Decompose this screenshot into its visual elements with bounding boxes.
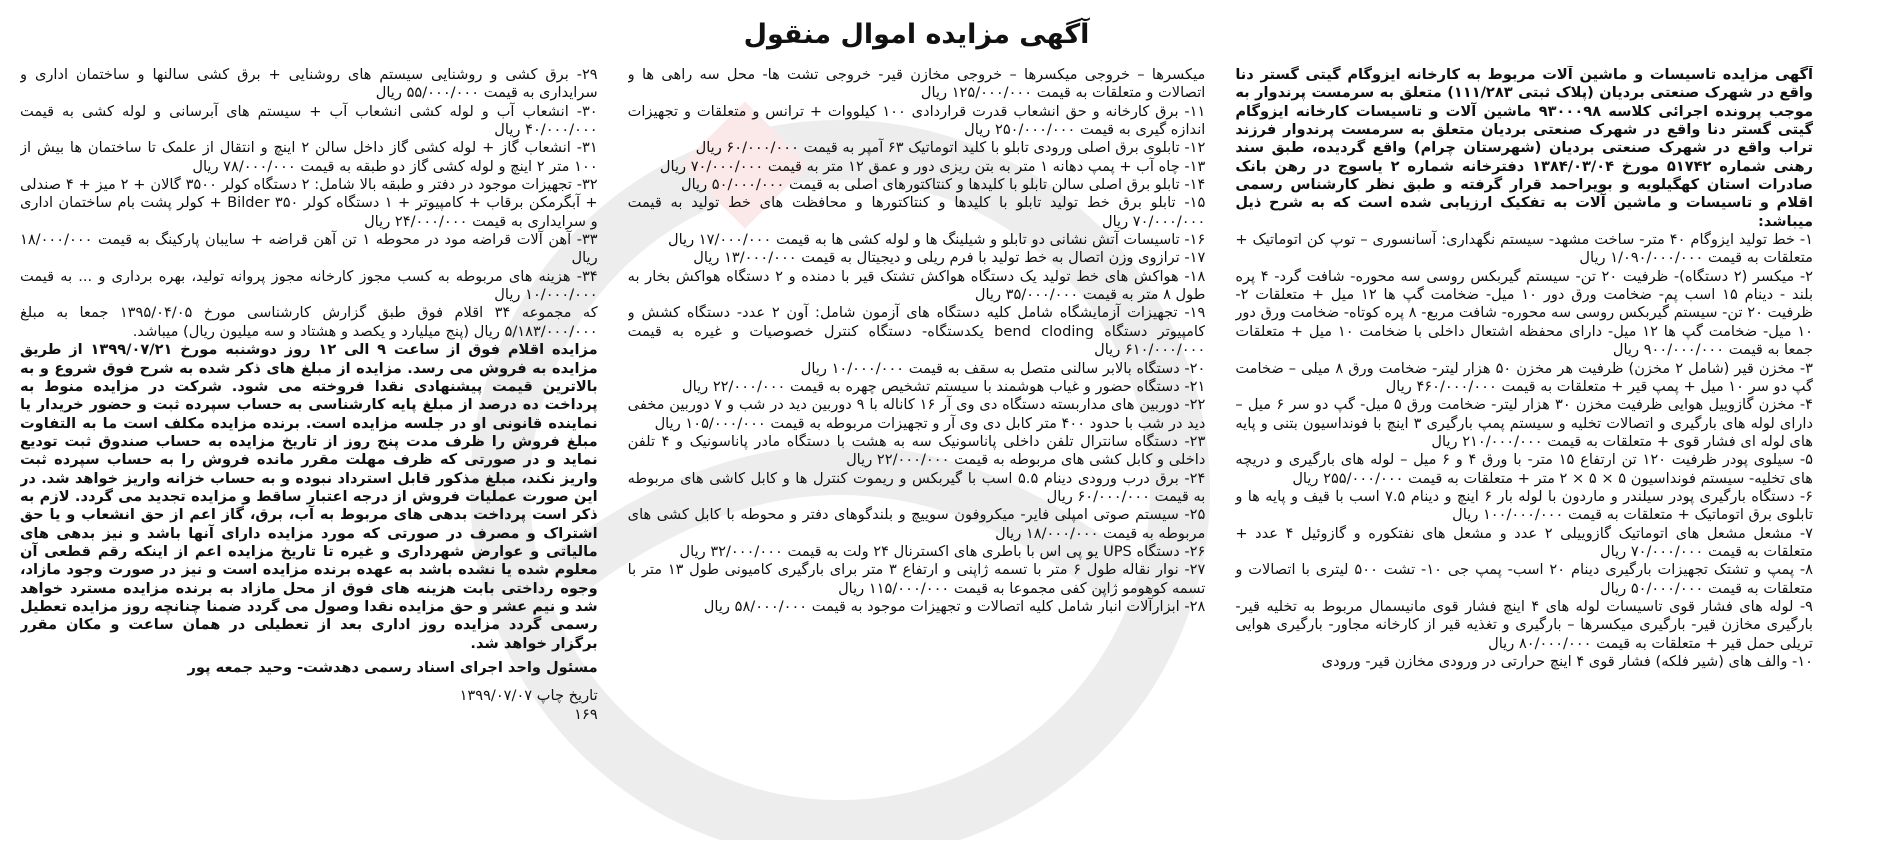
terms-paragraph: مزایده اقلام فوق از ساعت ۹ الی ۱۲ روز دوشنبه مورخ ۱۳۹۹/۰۷/۲۱ از طریق مزایده به فروش می رسد. مزایده از مبلغ های ذکر شده به شرح فوق شروع و به بالاترین قیمت پیشنهادی نقدا فروخته می شود. شرکت در مزایده منوط به پرداخت ده درصد از مبلغ پایه کارشناسی به حساب سپرده ثبت و حضور خریدار یا نماینده قانونی او در جلسه مزایده است. برنده مزایده مکلف است ما به التفاوت مبلغ فروش را ظرف مدت پنج روز از تاریخ مزایده به حساب صندوق ثبت تودیع نماید و در صورتی که ظرف مهلت مقرر مانده فروش را به حساب سپرده ثبت واریز نکند، مبلغ مذکور قابل استرداد نبوده و به حساب خزانه واریز خواهد شد. در این صورت عملیات فروش از درجه اعتبار ساقط و مزایده تجدید می گردد. لازم به ذکر است پرداخت بدهی های مربوط به آب، برق، گاز اعم از حق انشعاب و یا حق اشتراک و مصرف در صورتی که مورد مزایده دارای آنها باشد و نیز بدهی های مالیاتی و عوارض شهرداری و غیره تا تاریخ مزایده اعم از اینکه رقم قطعی آن معلوم شده یا نشده باشد به عهده برنده مزایده است و نیز در صورت وجود مازاد، وجوه رداختی بابت هزینه های فوق از محل مازاد به برنده مزایده مسترد خواهد شد و نیم عشر و حق مزایده نقدا وصول می گردد ضمنا چنانچه روز مزایده تعطیل رسمی گردد مزایده روز اداری بعد از تعطیلی در همان ساعت و مکان مقرر برگزار خواهد شد.: [19, 341, 598, 652]
signature-line: مسئول واحد اجرای اسناد رسمی دهدشت- وحید جمعه پور: [187, 659, 598, 676]
list-item: ۲۱- دستگاه حضور و غیاب هوشمند با سیستم تشخیص چهره به قیمت ۲۲/۰۰۰/۰۰۰ ریال: [682, 377, 1206, 395]
notice-code: ۱۶۹: [574, 705, 598, 723]
list-item: ۷- مشعل مشعل های اتوماتیک گازوییلی ۲ عدد و مشعل های نفتکوره و گازوئیل ۴ عدد + متعلقات به قیمت ۷۰/۰۰۰/۰۰۰ ریال: [1235, 524, 1813, 560]
list-item: ۲- میکسر (۲ دستگاه)- ظرفیت ۲۰ تن- سیستم گیربکس روسی سه محوره- شافت گرد- ۴ پره بلند - دینام ۱۵ اسب پم- ضخامت ورق دور ۱۰ میل- ضخامت گپ ها ۱۲ میل + متعلقات ۲- ظرفیت ۲۰ تن- سیستم گیربکس روسی سه محوره- شافت مربع- ۸ پره کوتاه- ضخامت ورق دور ۱۰ میل- ضخامت گپ ها ۱۲ میل- دارای محفظه اشتعال داخلی با ضخامت ۱۰ میل + متعلقات جمعا به قیمت ۹۰۰/۰۰۰/۰۰۰ ریال: [1235, 267, 1813, 359]
list-item: ۴- مخزن گازوییل هوایی ظرفیت مخزن ۳۰ هزار لیتر- ضخامت ورق ۵ میل- گپ دو سر ۶ میل – دارای لوله های بارگیری و اتصالات تخلیه و سیستم پمپ بارگیری ۳ اینچ با فونداسیون بتنی و پایه های لوله ای فشار قوی + متعلقات به قیمت ۲۱۰/۰۰۰/۰۰۰ ریال: [1235, 396, 1813, 450]
list-item: ۲۴- برق درب ورودی دینام ۵.۵ اسب با گیربکس و ریموت کنترل ها و کابل کاشی های مربوطه به قیمت ۶۰/۰۰۰/۰۰۰ ریال: [627, 469, 1206, 505]
list-item: ۱۹- تجهیزات آزمایشگاه شامل کلیه دستگاه های آزمون شامل: آون ۲ عدد- دستگاه کشش و کامپیوتر دستگاه bend cloding یکدستگاه- دستگاه کنترل خصوصیات و غیره به قیمت ۶۱۰/۰۰۰/۰۰۰ ریال: [627, 304, 1206, 359]
list-item: ۲۸- ابزارآلات انبار شامل کلیه اتصالات و تجهیزات موجود به قیمت ۵۸/۰۰۰/۰۰۰ ریال: [703, 597, 1206, 615]
list-item: ۶- دستگاه بارگیری پودر سیلندر و ماردون با لوله بار ۶ اینچ و دینام ۷.۵ اسب با قیف و پایه ها و تابلوی برق اتوماتیک + متعلقات به قیمت ۱۰۰/۰۰۰/۰۰۰ ریال: [1235, 487, 1813, 524]
list-item: ۱۴- تابلو برق اصلی سالن تابلو با کلیدها و کنتاکتورهای اصلی به قیمت ۵۰/۰۰۰/۰۰۰ ریال: [680, 176, 1206, 194]
list-item: ۱۷- ترازوی وزن اتصال به خط تولید با فرم ریلی و دیجیتال به قیمت ۱۳/۰۰۰/۰۰۰ ریال: [693, 249, 1206, 267]
list-item: ۳- مخزن قیر (شامل ۲ مخزن) ظرفیت هر مخزن ۵۰ هزار لیتر- ضخامت ورق ۸ میلی – ضخامت گپ دو سر ۱۰ میل + پمپ قیر + متعلقات به قیمت ۴۶۰/۰۰۰/۰۰۰ ریال: [1235, 359, 1813, 395]
list-item: ۳۲- تجهیزات موجود در دفتر و طبقه بالا شامل: ۲ دستگاه کولر ۳۵۰۰ گالان + ۲ میز + ۴ صندلی + آبگرمکن برقاب + کامپیوتر + ۱ دستگاه کولر Bilder ۳۵۰ + کولر پشت بام ساختمان اداری و سرایداری به قیمت ۲۴/۰۰۰/۰۰۰ ریال: [19, 176, 598, 230]
list-item: ۲۲- دوربین های مداربسته دستگاه دی وی آر ۱۶ کاناله با ۹ دوربین دید در شب و ۷ دوربین مخفی دید در شب با حدود ۴۰۰ متر کابل دی وی آر و تجهیزات مربوطه به قیمت ۱۰۵/۰۰۰/۰۰۰ ریال: [627, 396, 1206, 432]
summary-paragraph: که مجموعه ۳۴ اقلام فوق طبق گزارش کارشناسی مورخ ۱۳۹۵/۰۴/۰۵ جمعا به مبلغ ۵/۱۸۳/۰۰۰/۰۰۰ ریال (پنج میلیارد و یکصد و هشتاد و سه میلیون ریال) میباشد.: [19, 304, 598, 340]
print-date: تاریخ چاپ ۱۳۹۹/۰۷/۰۷: [459, 687, 598, 705]
list-item: ۳۰- انشعاب آب و لوله کشی انشعاب آب + سیستم های آبرسانی و لوله کشی به قیمت ۴۰/۰۰۰/۰۰۰ ریال: [19, 102, 598, 139]
column-right: [1235, 66, 1813, 836]
list-item: ۱۰- والف های (شیر فلکه) فشار قوی ۴ اینچ حرارتی در ورودی مخازن قیر- ورودی: [1321, 653, 1813, 670]
list-item: ۲۷- نوار نقاله طول ۶ متر با تسمه ژاپنی و ارتفاع ۳ متر برای بارگیری کامیونی طول ۱۳ متر با تسمه کوهومو ژاپن کفی مجموعا به قیمت ۱۱۵/۰۰۰/۰۰۰ ریال: [627, 561, 1206, 597]
list-item: میکسرها – خروجی میکسرها – خروجی مخازن قیر- خروجی تشت ها- محل سه راهی ها و اتصالات و متعلقات به قیمت ۱۲۵/۰۰۰/۰۰۰ ریال: [627, 66, 1206, 102]
list-item: ۱۱- برق کارخانه و حق انشعاب قدرت قراردادی ۱۰۰ کیلووات + ترانس و متعلقات و تجهیزات اندازه گیری به قیمت ۲۵۰/۰۰۰/۰۰۰ ریال: [627, 102, 1206, 139]
column-middle: [628, 66, 1206, 836]
column-left: [20, 66, 598, 836]
list-item: ۱- خط تولید ایزوگام ۴۰ متر- ساخت مشهد- سیستم نگهداری: آسانسوری – توپ کن اتوماتیک + متعلقات به قیمت ۱/۰۹۰/۰۰۰/۰۰۰ ریال: [1235, 231, 1813, 267]
list-item: ۱۶- تاسیسات آتش نشانی دو تابلو و شیلینگ ها و لوله کشی ها به قیمت ۱۷/۰۰۰/۰۰۰ ریال: [667, 231, 1206, 249]
list-item: ۱۲- تابلوی برق اصلی ورودی تابلو با کلید اتوماتیک ۶۳ آمپر به قیمت ۶۰/۰۰۰/۰۰۰ ریال: [695, 139, 1206, 157]
list-item: ۲۹- برق کشی و روشنایی سیستم های روشنایی + برق کشی سالنها و ساختمان اداری و سرایداری به قیمت ۵۵/۰۰۰/۰۰۰ ریال: [19, 66, 598, 102]
list-item: ۱۳- چاه آب + پمپ دهانه ۱ متر به بتن ریزی دور و عمق ۱۲ متر به قیمت ۷۰/۰۰۰/۰۰۰ ریال: [659, 157, 1206, 175]
list-item: ۳۱- انشعاب گاز + لوله کشی گاز داخل سالن ۲ اینچ و انتقال از علمک تا ساختمان ها بیش از ۱۰۰ متر ۲ اینچ و لوله کشی گاز دو طبقه به قیمت ۷۸/۰۰۰/۰۰۰ ریال: [19, 139, 598, 175]
list-item: ۳۳- آهن آلات قراضه مود در محوطه ۱ تن آهن قراضه + سایبان پارکینگ به قیمت ۱۸/۰۰۰/۰۰۰ ریال: [19, 231, 598, 267]
list-item: ۱۸- هواکش های خط تولید یک دستگاه هواکش تشتک قیر با دمنده و ۲ دستگاه هواکش بخار به طول ۸ متر به قیمت ۳۵/۰۰۰/۰۰۰ ریال: [627, 267, 1206, 304]
intro-paragraph: آگهی مزایده تاسیسات و ماشین آلات مربوط به کارخانه ایزوگام گیتی گستر دنا واقع در شهرک صنعتی بردیان (پلاک ثبتی ۱۱۱/۲۸۳) متعلق به سرمست پرندوار به موجب پرونده اجرائی کلاسه ۹۳۰۰۰۹۸ ماشین آلات و تاسیسات کارخانه ایزوگام گیتی گستر دنا واقع در شهرک صنعتی بردیان متعلق به سرمست پرندوار فرزند تراب واقع در شهرک صنعتی بردیان (شهرستان چرام) واقع گردیده، طبق سند رهنی شماره ۵۱۷۴۲ مورخ ۱۳۸۴/۰۳/۰۴ دفترخانه شماره ۲ یاسوج در رهن بانک صادرات استان کهگیلویه و بویراحمد قرار گرفته و طبق نظر کارشناس رسمی اقلام و تاسیسات و ماشین آلات به تفکیک ارزیابی شده است که به شرح ذیل میباشد:: [1235, 66, 1813, 230]
notice-title: آگهی مزایده اموال منقول: [743, 19, 1090, 50]
list-item: ۲۵- سیستم صوتی امپلی فایر- میکروفون سوییچ و بلندگوهای دفتر و محوطه با کابل کشی های مربوطه به قیمت ۱۸/۰۰۰/۰۰۰ ریال: [627, 506, 1206, 542]
list-item: ۲۶- دستگاه UPS یو پی اس با باطری های اکسترنال ۲۴ ولت به قیمت ۳۲/۰۰۰/۰۰۰ ریال: [679, 542, 1206, 560]
list-item: ۳۴- هزینه های مربوطه به کسب مجوز کارخانه مجوز پروانه تولید، بهره برداری و ... به قیمت ۱۰/۰۰۰/۰۰۰ ریال: [19, 267, 598, 304]
list-item: ۹- لوله های فشار قوی تاسیسات لوله های ۴ اینچ فشار قوی مانیسمال مربوط به تخلیه قیر- بارگیری مخازن قیر- بارگیری میکسرها – بارگیری و تغذیه قیر از کارخانه مجاور- بارگیری هوایی تریلی حمل قیر + متعلقات به قیمت ۸۰/۰۰۰/۰۰۰ ریال: [1235, 597, 1813, 652]
list-item: ۱۵- تابلو برق خط تولید تابلو با کلیدها و کنتاکتورها و محافظت های خط تولید به قیمت ۷۰/۰۰۰/۰۰۰ ریال: [627, 194, 1206, 230]
list-item: ۸- پمپ و تشتک تجهیزات بارگیری دینام ۲۰ اسب- پمپ جی ۱۰- تشت ۵۰۰ لیتری با اتصالات و متعلقات به قیمت ۵۰/۰۰۰/۰۰۰ ریال: [1235, 561, 1813, 597]
list-item: ۲۳- دستگاه سانترال تلفن داخلی پاناسونیک سه به هشت با دستگاه مادر پاناسونیک و ۴ تلفن داخلی و کابل کشی های مربوطه به قیمت ۲۲/۰۰۰/۰۰۰ ریال: [627, 432, 1206, 469]
notice-columns: [20, 66, 1813, 836]
list-item: ۲۰- دستگاه بالابر سالنی متصل به سقف به قیمت ۱۰/۰۰۰/۰۰۰ ریال: [800, 359, 1206, 377]
list-item: ۵- سیلوی پودر ظرفیت ۱۲۰ تن ارتفاع ۱۵ متر- با ورق ۴ و ۶ میل – لوله های بارگیری و دریچه های تخلیه- سیستم فونداسیون ۵ × ۵ × ۲ متر + متعلقات به قیمت ۲۵۵/۰۰۰/۰۰۰ ریال: [1235, 451, 1813, 487]
